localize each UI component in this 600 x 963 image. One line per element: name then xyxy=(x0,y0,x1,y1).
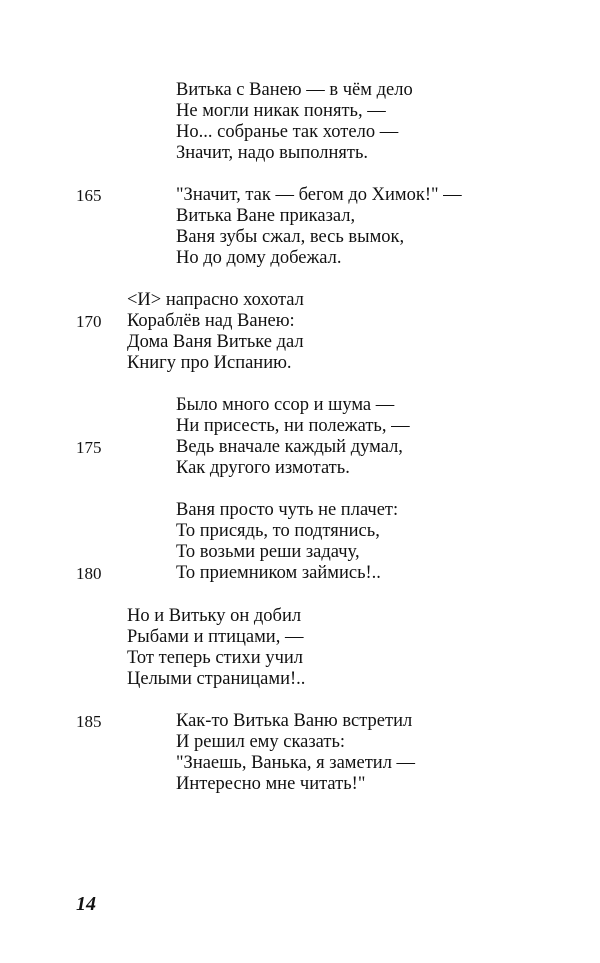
line-number: 185 xyxy=(76,712,102,731)
verse-line: <И> напрасно хохотал xyxy=(127,290,304,310)
verse-line: Ваня просто чуть не плачет: xyxy=(176,500,399,520)
stanza xyxy=(127,606,305,690)
verse-line: Ни присесть, ни полежать, — xyxy=(176,416,410,436)
verse-line: "Значит, так — бегом до Химок!" — xyxy=(176,185,462,205)
verse-line: Витька Ване приказал, xyxy=(176,206,356,226)
stanza xyxy=(176,500,398,584)
verse-line: Было много ссор и шума — xyxy=(176,395,395,415)
verse-line: Не могли никак понять, — xyxy=(176,101,386,121)
stanza xyxy=(176,80,413,164)
line-number: 180 xyxy=(76,564,102,583)
verse-line: Дома Ваня Витьке дал xyxy=(127,332,304,352)
line-number: 170 xyxy=(76,312,102,331)
verse-line: Значит, надо выполнять. xyxy=(176,143,369,163)
verse-line: Как другого измотать. xyxy=(176,458,350,478)
verse-line: Целыми страницами!.. xyxy=(127,669,306,689)
verse-line: Как-то Витька Ваню встретил xyxy=(176,711,413,731)
page-number: 14 xyxy=(76,893,96,915)
verse-line: Витька с Ванею — в чём дело xyxy=(176,80,413,100)
verse-line: Тот теперь стихи учил xyxy=(127,648,304,668)
stanza xyxy=(176,711,415,795)
line-number: 175 xyxy=(76,438,102,457)
verse-line: Рыбами и птицами, — xyxy=(127,627,304,647)
verse-line: Ведь вначале каждый думал, xyxy=(176,437,403,457)
verse-line: Но и Витьку он добил xyxy=(127,606,302,626)
verse-line: Ваня зубы сжал, весь вымок, xyxy=(176,227,405,247)
verse-line: И решил ему сказать: xyxy=(176,732,346,752)
verse-line: Но до дому добежал. xyxy=(176,248,342,268)
verse-line: Но... собранье так хотело — xyxy=(176,122,399,142)
verse-line: "Знаешь, Ванька, я заметил — xyxy=(176,753,416,773)
stanza xyxy=(176,185,462,269)
verse-line: Книгу про Испанию. xyxy=(127,353,292,373)
stanza xyxy=(176,395,410,479)
verse-line: То возьми реши задачу, xyxy=(176,542,360,562)
verse-line: То присядь, то подтянись, xyxy=(176,521,380,541)
line-number: 165 xyxy=(76,186,102,205)
verse-line: Кораблёв над Ванею: xyxy=(127,311,295,331)
stanza xyxy=(127,290,304,374)
verse-line: То приемником займись!.. xyxy=(176,563,381,583)
verse-line: Интересно мне читать!" xyxy=(176,774,366,794)
